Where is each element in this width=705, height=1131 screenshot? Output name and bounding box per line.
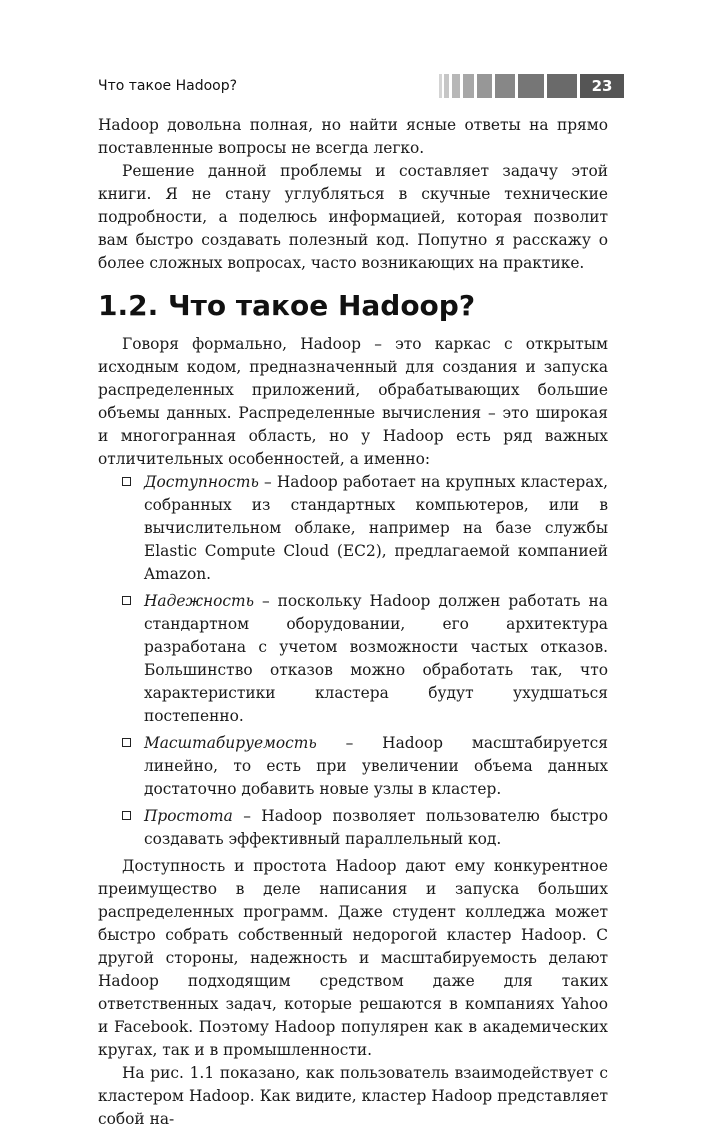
list-item [122,590,608,728]
intro-paragraph-1: Hadoop довольна полная, но найти ясные ответы на прямо поставленные вопросы не всегда легко. [98,116,608,157]
page-content [98,114,608,1131]
bullet-term: Масштабируемость [144,734,317,752]
section-number: 1.2. [98,289,159,322]
bullet-text: – Hadoop масштабируется линейно, то есть при увеличении объема данных достаточно добавить новые узлы в кластер. [144,734,608,798]
list-item [122,732,608,801]
decor-bar [547,74,577,98]
decor-bar [518,74,544,98]
bullet-term: Простота [144,807,233,825]
body-paragraph-1: Говоря формально, Hadoop – это каркас с открытым исходным кодом, предназначенный для создания и запуска распределенных приложений, обрабатывающих большие объемы данных. Распределенные вычисления – это широкая и многогранная область, но у Hadoop есть ряд важных отличительных особенностей, а именно: [98,335,608,468]
decor-bar [452,74,460,98]
body-paragraph-2: Доступность и простота Hadoop дают ему конкурентное преимущество в деле написания и запуска больших распределенных программ. Даже студент колледжа может быстро собрать собственный недорогой кластер Hadoop. С другой стороны, надежность и масштабируемость делают Hadoop подходящим средством даже для таких ответственных задач, которые решаются в компаниях Yahoo и Facebook. Поэтому Hadoop популярен как в академических кругах, так и в промышленности. [98,857,608,1059]
section-heading [98,289,608,323]
bullet-text: – Hadoop позволяет пользователю быстро создавать эффективный параллельный код. [144,807,608,848]
decor-bar [495,74,515,98]
checkbox-bullet-icon [122,738,131,747]
section-title: Что такое Hadoop? [168,289,476,322]
running-title: Что такое Hadoop? [98,78,238,94]
page-number: 23 [580,74,624,98]
decor-bar [439,74,442,98]
features-list [98,471,608,851]
decor-bar [444,74,449,98]
page-number-strip [439,74,624,98]
decor-bar [477,74,492,98]
page-header [98,74,613,100]
bullet-term: Надежность [144,592,254,610]
bullet-text: – Hadoop работает на крупных кластерах, собранных из стандартных компьютеров, или в вычислительном облаке, например на базе службы Elastic Compute Cloud (EC2), предлагаемой компанией Amazon. [144,473,608,583]
decor-bar [463,74,474,98]
checkbox-bullet-icon [122,596,131,605]
bullet-term: Доступность [144,473,259,491]
intro-paragraph-2: Решение данной проблемы и составляет задачу этой книги. Я не стану углубляться в скучные технические подробности, а поделюсь информацией, которая позволит вам быстро создавать полезный код. Попутно я расскажу о более сложных вопросах, часто возникающих на практике. [98,162,608,272]
checkbox-bullet-icon [122,477,131,486]
list-item [122,471,608,586]
checkbox-bullet-icon [122,811,131,820]
bullet-text: – поскольку Hadoop должен работать на стандартном оборудовании, его архитектура разработана с учетом возможности частых отказов. Большинство отказов можно обработать так, что характеристики кластера будут ухудшаться постепенно. [144,592,608,725]
body-paragraph-3: На рис. 1.1 показано, как пользователь взаимодействует с кластером Hadoop. Как видите, кластер Hadoop представляет собой на- [98,1064,608,1128]
list-item [122,805,608,851]
